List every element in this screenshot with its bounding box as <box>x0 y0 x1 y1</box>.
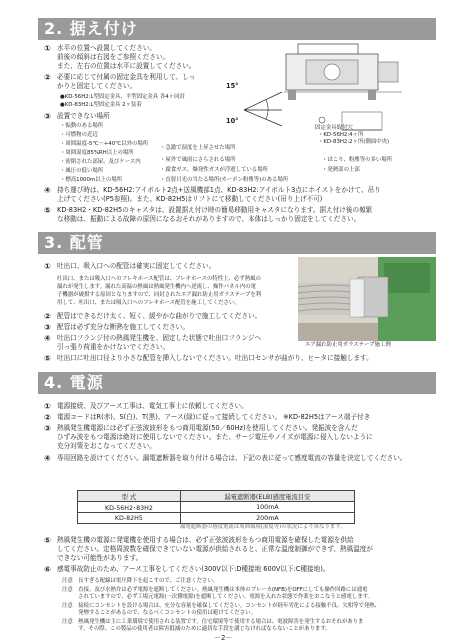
section-header-install <box>38 18 436 40</box>
list-item: ・ほこり、粉塵等の多い場所 <box>322 157 393 163</box>
caution-note: 注意 接続にコンセントを設ける場合は、充分な容量を確保してください。コンセントが経年劣化による接触不良、欠相等で発熱、 <box>62 603 381 609</box>
text-line: 前後の傾斜は右図をご参照ください。 <box>57 53 170 61</box>
section-header-piping <box>38 232 436 254</box>
list-item: ・急激で湿度を上昇させた場所 <box>160 145 236 151</box>
list-item: ・周囲湿度85%RH以上の場所 <box>60 150 134 156</box>
text-line: 設置できない場所 <box>57 112 110 120</box>
item-number: ⑤ <box>44 536 51 545</box>
text-line: また、左右の位置は水平に設置してください。 <box>57 62 196 70</box>
list-item: ・直射日光の当たる場所(カーボン粉塵等)のある場所 <box>160 177 289 183</box>
fix-hole-label: ・KD-83H2:2ヶ所(側面中央) <box>318 139 390 145</box>
table-row <box>78 513 355 524</box>
table-row <box>78 502 355 513</box>
caution-note: されていますので、必ず工場元電源(一次側電源)を遮断してください。電源を入れた状態で作業をおこなうと感電します。 <box>62 594 373 600</box>
text-line: 電源接続、及びアース工事は、電気工事士に依頼してください。 <box>57 402 248 410</box>
text-line: KD-83H2・KD-82H5のキャスタは、設置据え付け時の簡易移動用キャスタになります。据え付け後の頻繁 <box>57 206 373 214</box>
item-number: ⑥ <box>44 565 51 574</box>
item-number: ② <box>44 312 51 321</box>
item-number: ① <box>44 402 51 411</box>
text-line: 吐出口フランジ付の熱風発生機を、固定した状態で吐出口フランジへ <box>57 334 262 342</box>
caution-note: す。その際、この製品の使用者は障害抵減のために適切な手段を講じなければならないことがあります。 <box>62 626 331 632</box>
text-line: ひずみ波をもつ電源は絶対に使用しないでください。また、サージ電圧やノイズが電源に侵入しないように <box>57 433 373 441</box>
note-line: 漏れが発生します。漏れた高温の熱風は熱風発生機内へ逆流し、操作パネル内の電 <box>57 284 257 290</box>
text-line: 吐出口に吐出口径より小さな配管を挿入しないでください。吐出口センサが曲がり、ヒータに接触します。 <box>57 354 373 362</box>
text-line: 上げてください(P5参照)。また、KD-82H5はリフトにて移動してください(吊り上げ不可) <box>57 195 323 203</box>
table-cell: KD-82H5 <box>78 513 181 524</box>
list-item: ・密閉された部屋、及びケース内 <box>60 159 141 165</box>
text-line: ●KD-56H2:L型固定金具、平型固定金具 各4ヶ同封 <box>60 94 185 100</box>
text-line: 持ち運び時は、KD-56H2:アイボルト2点+送風機部1点、KD-83H2:アイボルト3点にホイストをかけて、吊り <box>57 186 381 194</box>
section-title: 2. 据え付け <box>44 19 138 38</box>
angle-label: 15° <box>226 82 239 90</box>
item-number: ② <box>44 73 51 82</box>
item-number: ① <box>44 44 51 53</box>
photo-caption: エア漏れ防止用ガラステープ施工例 <box>305 342 391 348</box>
text-line: 充分対策をおこなってください。 <box>57 442 156 450</box>
item-number: ⑤ <box>44 354 51 363</box>
section-title: 4. 電源 <box>44 373 104 392</box>
fix-hole-label: ・KD-56H2:4ヶ所 <box>318 132 364 138</box>
table-note: 漏電遮断器の感度電流は周囲環境(湿度等)の状況により異なります。 <box>180 524 346 530</box>
item-number: ③ <box>44 323 51 332</box>
caution-note: 注意 直接、及び水熱弁は必ず電源を遮断してください。熱風発生機は本体のブレーカ(NFB)をOFFにしても操作回路には通電 <box>62 587 368 593</box>
item-number: ① <box>44 262 51 271</box>
list-item: ・屋外で風雨にさらされる場所 <box>160 157 236 163</box>
caution-note: 注意 長すぎる配線は電圧降下を起こすので、ご注意ください。 <box>62 578 219 584</box>
text-line: 引っ張り荷重をかけないでください。 <box>57 343 170 351</box>
list-item: ・可燃物の近辺 <box>60 132 98 138</box>
list-item: ・風圧の低い場所 <box>60 168 104 174</box>
page-number: －2－ <box>214 634 233 642</box>
table-cell: 100mA <box>180 502 354 513</box>
note-line: 子機器が破損する原因となりますので、同封されたエア漏れ防止用ガラステープを利 <box>57 292 262 298</box>
list-item: ・標高1000m以上の場所 <box>60 177 123 183</box>
list-item: ・腐食ガス、爆発性ガスが浮遊している場所 <box>160 167 268 173</box>
item-number: ④ <box>44 334 51 343</box>
text-line: 熱風発生機電源には必ず正弦波波形をもつ商用電源(50／60Hz)を使用してください。発振波を含んだ <box>57 424 358 432</box>
fix-hole-label: 固定金具取付穴 <box>315 125 353 131</box>
table-header: 漏電遮断器(ELB)感度電流目安 <box>180 491 354 502</box>
caution-note: 注意 熱風発生機は主に工業環境で使用される装置です。住宅環境等で使用する場合は、電波障害を発生するおそれがありま <box>62 619 364 625</box>
caution-note: 発煙することがあるので、なるべくコンセントの使用は避けてください。 <box>62 610 256 616</box>
text-line: 電源コードはR(赤)、S(白)、T(黒)、アース(緑)に従って接続してください。 ※KD-82H5はアース端子付き <box>57 413 371 421</box>
list-item: ・周囲温度-5℃～+40℃以外の場所 <box>60 141 149 147</box>
item-number: ② <box>44 413 51 422</box>
list-item: ・発熱部の上部 <box>322 167 360 173</box>
text-line: ●KD-83H2:L型固定金具 2ヶ装着 <box>60 102 142 108</box>
item-number: ⑤ <box>44 206 51 215</box>
table-header: 型 式 <box>78 491 181 502</box>
text-line: 感電事故防止のため、アース工事をしてください(300V以下:D種接地 600V以下:C種接地)。 <box>57 565 330 573</box>
item-number: ④ <box>44 454 51 463</box>
text-line: 水平の位置へ設置してください。 <box>57 44 156 52</box>
text-line: できない可能性があります。 <box>57 554 143 562</box>
text-line: かりと固定してください。 <box>57 82 137 90</box>
text-line: 配管はできるだけ太く、短く、緩やかな曲がりで施工してください。 <box>57 312 262 320</box>
text-line: 吐出口、吸入口への配管は確実に固定してください。 <box>57 262 216 270</box>
text-line: 配管は必ず充分な断熱を施工してください。 <box>57 323 189 331</box>
note-line: 吐出口、または吸入口へのフレキホース配管は、フレキホースの特性上、必ず熱風の <box>57 276 261 282</box>
angle-label: 10° <box>226 117 239 125</box>
table-cell: 200mA <box>180 513 354 524</box>
text-line: 必要に応じて付属の固定金具を利用して、しっ <box>57 73 196 81</box>
section-header-power <box>38 372 436 394</box>
text-line: 専用回路を設けてください。漏電遮断器を取り付ける場合は、下記の表に従って感度電流の容量を決定してください。 <box>57 454 407 462</box>
text-line: してください。定格周波数を確保できていない電源が供給されると、正常な温度制御ができず、熱風温度が <box>57 545 373 553</box>
table-cell: KD-56H2･83H2 <box>78 502 181 513</box>
section-title: 3. 配管 <box>44 233 104 252</box>
duct-tape-photo <box>298 257 436 341</box>
text-line: な移動は、振動による故障の原因になるおそれがありますので、本体はしっかり固定をしてください。 <box>57 215 361 223</box>
text-line: 熱風発生機の電源に発電機を使用する場合は、必ず正弦波波形をもつ商用電源を確保した電源を供給 <box>57 536 354 544</box>
table-header-row <box>78 491 355 502</box>
item-number: ④ <box>44 186 51 195</box>
item-number: ③ <box>44 424 51 433</box>
list-item: ・振動のある場所 <box>60 123 104 129</box>
elb-table <box>77 490 355 524</box>
item-number: ③ <box>44 112 51 121</box>
note-line: 用して、吐出口、または吸入口へのフレキホース配管を施工してください。 <box>57 300 240 306</box>
